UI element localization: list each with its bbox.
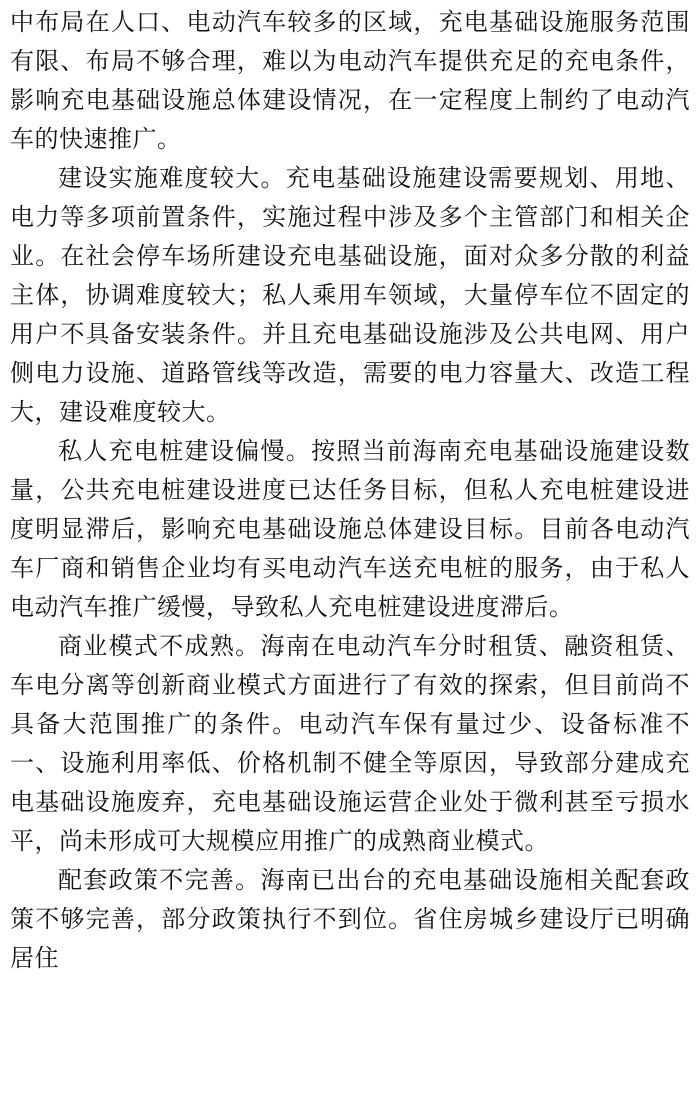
paragraph-business-model: 商业模式不成熟。海南在电动汽车分时租赁、融资租赁、车电分离等创新商业模式方面进行了有效的探索，但目前尚不具备大范围推广的条件。电动汽车保有量过少、设备标准不一、设施利用率低、价格机制不健全等原因，导致部分建成充电基础设施废弃，充电基础设施运营企业处于微利甚至亏损水平，尚未形成可大规模应用推广的成熟商业模式。 <box>10 632 690 855</box>
paragraph-supporting-policy: 配套政策不完善。海南已出台的充电基础设施相关配套政策不够完善，部分政策执行不到位。省住房城乡建设厅已明确居住 <box>10 866 690 972</box>
paragraph-private-charging-piles: 私人充电桩建设偏慢。按照当前海南充电基础设施建设数量，公共充电桩建设进度已达任务目标，但私人充电桩建设进度明显滞后，影响充电基础设施总体建设目标。目前各电动汽车厂商和销售企业均有买电动汽车送充电桩的服务，由于私人电动汽车推广缓慢，导致私人充电桩建设进度滞后。 <box>10 437 690 621</box>
document-page <box>10 0 690 1101</box>
paragraph-continued: 中布局在人口、电动汽车较多的区域，充电基础设施服务范围有限、布局不够合理，难以为电动汽车提供充足的充电条件，影响充电基础设施总体建设情况，在一定程度上制约了电动汽车的快速推广。 <box>10 8 690 153</box>
paragraph-construction-difficulty: 建设实施难度较大。充电基础设施建设需要规划、用地、电力等多项前置条件，实施过程中涉及多个主管部门和相关企业。在社会停车场所建设充电基础设施，面对众多分散的利益主体，协调难度较大；私人乘用车领域，大量停车位不固定的用户不具备安装条件。并且充电基础设施涉及公共电网、用户侧电力设施、道路管线等改造，需要的电力容量大、改造工程大，建设难度较大。 <box>10 164 690 426</box>
